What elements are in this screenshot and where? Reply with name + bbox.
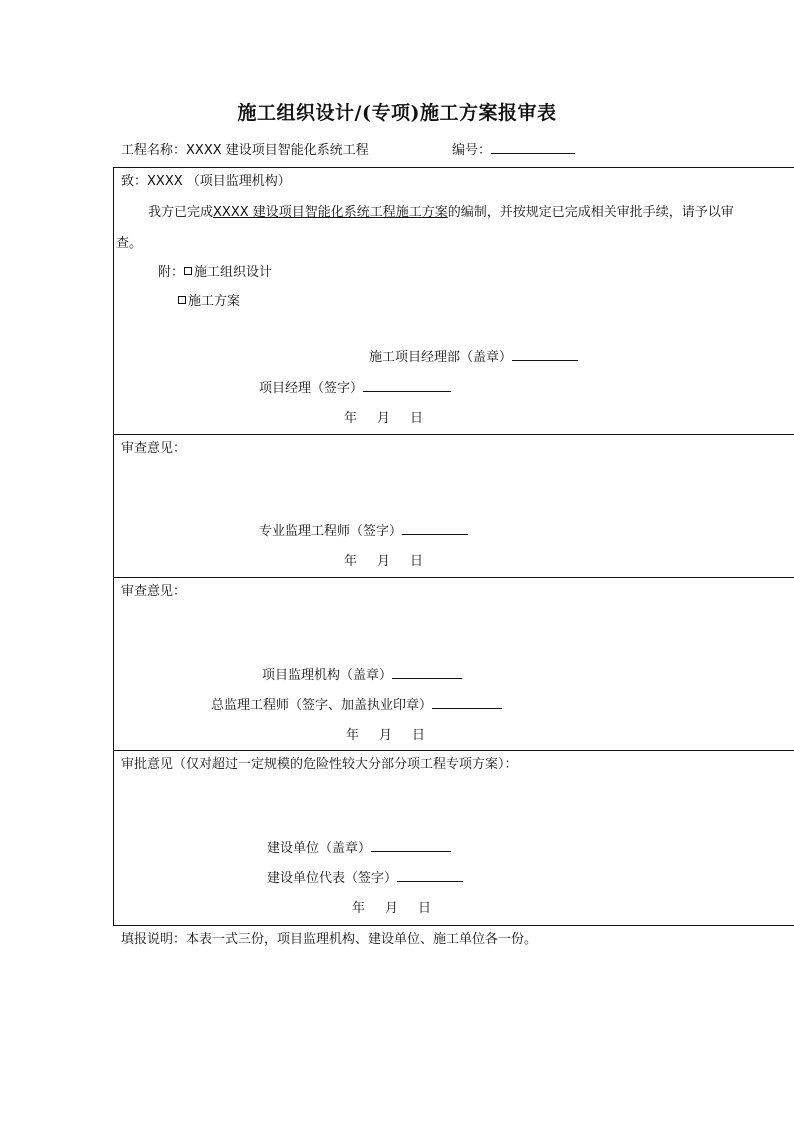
attach-item-1: 施工组织设计 [194,265,273,280]
date-day: 日 [410,554,424,569]
dept-label: 施工项目经理部（盖章） [369,350,513,365]
body-wrap: 查。 [116,236,143,251]
date-row-2 [344,550,423,569]
org-seal-row [262,664,462,683]
engineer-sign-field[interactable] [402,522,468,535]
number-label: 编号： [452,143,492,158]
date-day: 日 [418,901,432,916]
date-month: 月 [377,554,391,569]
date-month: 月 [379,728,393,743]
date-month: 月 [385,901,399,916]
body-suffix: 的编制，并按规定已完成相关审批手续，请予以审 [447,205,734,220]
unit-seal-field[interactable] [371,839,451,852]
body-text [148,201,734,220]
checkbox-construction-design[interactable] [184,267,192,275]
unit-seal-row [267,837,451,856]
chief-label: 总监理工程师（签字、加盖执业印章） [211,698,433,713]
attach-line-1 [158,261,272,280]
footer-note: 填报说明：本表一式三份，项目监理机构、建设单位、施工单位各一份。 [121,932,538,947]
dept-seal-row [369,346,578,365]
date-row-4 [352,897,431,916]
date-day: 日 [412,728,426,743]
manager-sign-field[interactable] [363,379,451,392]
row-divider-3 [113,750,794,751]
number-row [452,139,575,158]
approval-table [113,167,794,926]
project-label: 工程名称： [121,143,187,158]
date-year: 年 [344,554,358,569]
opinion-label-2: 审查意见： [121,441,187,456]
attach-line-2 [178,290,240,309]
engineer-label: 专业监理工程师（签字） [259,524,403,539]
project-name-row [121,139,369,158]
date-row-1 [344,407,423,426]
date-year: 年 [346,728,360,743]
rep-label: 建设单位代表（签字） [267,871,398,886]
engineer-sign-row [259,520,468,539]
body-prefix: 我方已完成 [148,205,214,220]
body-underlined: XXXX 建设项目智能化系统工程施工方案 [213,205,448,220]
checkbox-construction-plan[interactable] [178,296,186,304]
rep-sign-row [267,867,463,886]
page-title: 施工组织设计/(专项)施工方案报审表 [237,102,557,124]
org-label: 项目监理机构（盖章） [262,668,393,683]
to-line [121,170,291,189]
unit-label: 建设单位（盖章） [267,841,372,856]
org-seal-field[interactable] [392,666,462,679]
attach-label: 附： [158,265,185,280]
row-divider-1 [113,434,794,435]
attach-item-2: 施工方案 [188,294,241,309]
opinion-label-3: 审查意见： [121,584,187,599]
to-value: XXXX [147,174,183,189]
date-day: 日 [410,411,424,426]
chief-sign-field[interactable] [432,696,502,709]
date-month: 月 [377,411,391,426]
date-year: 年 [352,901,366,916]
dept-seal-field[interactable] [512,348,578,361]
number-field[interactable] [491,141,575,154]
date-year: 年 [344,411,358,426]
project-name: XXXX 建设项目智能化系统工程 [186,143,369,158]
to-suffix: （项目监理机构） [186,174,291,189]
date-row-3 [346,724,425,743]
chief-sign-row [211,694,502,713]
manager-sign-row [259,377,451,396]
manager-label: 项目经理（签字） [259,381,364,396]
row-divider-2 [113,577,794,578]
to-label: 致： [121,174,148,189]
opinion-label-4: 审批意见（仅对超过一定规模的危险性较大分部分项工程专项方案）： [121,757,518,772]
rep-sign-field[interactable] [397,869,463,882]
